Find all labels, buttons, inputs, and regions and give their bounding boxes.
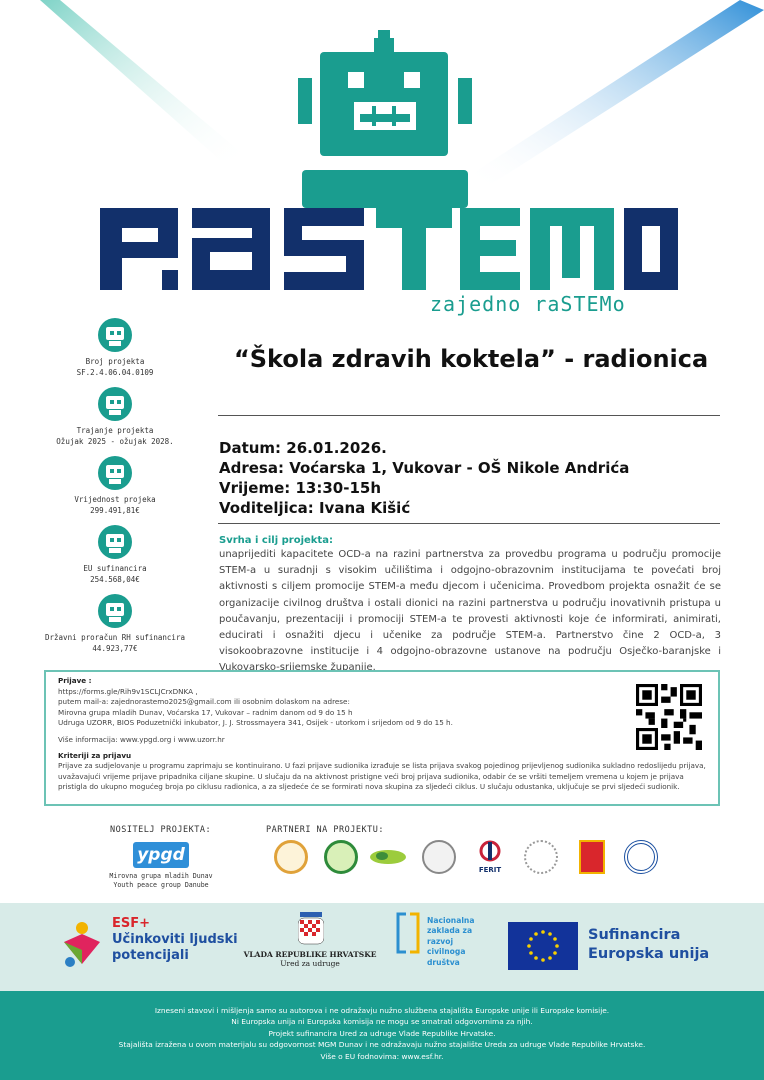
partner-logo-6: [524, 840, 558, 874]
robot-icon: [98, 525, 132, 559]
event-title: “Škola zdravih koktela” - radionica: [234, 345, 709, 373]
vlada-office: Ured za udruge: [280, 959, 340, 968]
partner-logo-7: [579, 840, 605, 874]
divider: [218, 523, 720, 524]
robot-icon: [298, 30, 472, 208]
robot-icon: [98, 387, 132, 421]
rastemo-logo: [100, 208, 678, 290]
sidebar-item-broj: [40, 318, 190, 378]
divider: [218, 415, 720, 416]
sidebar-label: Trajanje projekta: [76, 426, 154, 435]
sidebar-label: Državni proračun RH sufinancira: [45, 633, 185, 642]
nzrcd-line: društva: [427, 957, 460, 967]
event-date: Datum: 26.01.2026.: [219, 439, 387, 457]
eu-flag-icon: [508, 922, 578, 970]
sidebar-value: 44.923,77€: [92, 644, 138, 653]
nositelj-name: Mirovna grupa mladih Dunav: [109, 872, 213, 880]
footer-line: Izneseni stavovi i mišljenja samo su autorova i ne odražavju nužno službena stajališta Europske unije ili Europske komisije.: [154, 1006, 610, 1015]
prijave-line: Mirovna grupa mladih Dunav, Voćarska 17, Vukovar – radnim danom od 9 do 15 h: [58, 707, 353, 717]
eu-text: [588, 926, 709, 964]
partner-logo-3: [368, 844, 408, 870]
more-info: Više informacija: www.ypgd.org i www.uzorr.hr: [58, 734, 225, 744]
sidebar-value: Ožujak 2025 - ožujak 2028.: [56, 437, 174, 446]
svrha-text: unaprijediti kapacitete OCD-a na razini partnerstva za provedbu programa u području promocije STEM-a u suradnji s visokim učilištima i odgojno-obrazovnim institucijama te povećati broj aktivnosti s ciljem promocije STEM-a među djecom i učenicima. Provedbom projekta osnažit će se organizacije civilnog društva i ostali dionici na razini partnerstva u području inovativnih pristupa u poučavanju, prezentaciji i promociji STEM-a te provesti aktivnosti koje će informirati, animirati, educirati i osnažiti djecu i učenike za područje STEM-a. Partnerstvo čine 2 OCD-a, 3 visokoobrazovne institucije i 4 odgojno-obrazovne ustanove na području Osječko-baranjske i Vukovarsko-srijemske županije.: [219, 549, 721, 674]
nositelj-heading: NOSITELJ PROJEKTA:: [110, 825, 212, 835]
ferit-logo: [476, 840, 504, 874]
footer: [0, 991, 764, 1080]
robot-icon: [98, 456, 132, 490]
nzrcd-line: Nacionalna: [427, 916, 475, 925]
prijave-line: putem mail-a: zajednorastemo2025@gmail.com ili osobnim dolaskom na adrese:: [58, 697, 350, 707]
partneri-heading: PARTNERI NA PROJEKTU:: [266, 825, 384, 835]
robot-icon: [98, 594, 132, 628]
footer-line: Projekt sufinancira Ured za udruge Vlade Republike Hrvatske.: [268, 1028, 496, 1038]
sidebar-label: Broj projekta: [85, 357, 145, 366]
sidebar-item-drzavni: [40, 594, 190, 654]
sidebar-item-vrijednost: [40, 456, 190, 516]
nositelj-name-en: Youth peace group Danube: [113, 881, 209, 889]
sidebar-label: EU sufinancira: [83, 564, 147, 573]
esf-logo-icon: [60, 920, 104, 970]
event-address: Adresa: Voćarska 1, Vukovar - OŠ Nikole Andrića: [219, 459, 630, 477]
event-host: Voditeljica: Ivana Kišić: [219, 499, 411, 517]
partner-logo-8: [624, 840, 658, 874]
prijave-line: Udruga UZORR, BIOS Poduzetnički inkubator, J. J. Strossmayera 341, Osijek - utorkom i srijedom od 9 do 15 h.: [58, 718, 453, 728]
eu-line1: Sufinancira: [588, 927, 681, 943]
vlada-text: [240, 950, 380, 968]
esf-text: [112, 916, 238, 964]
esf-title: ESF+: [112, 916, 151, 931]
partner-logo-2: [324, 840, 358, 874]
partner-logo-1: [274, 840, 308, 874]
sidebar-value: 254.568,04€: [90, 575, 140, 584]
esf-line1: Učinkoviti ljudski: [112, 932, 238, 947]
event-time: Vrijeme: 13:30-15h: [219, 479, 382, 497]
nzrcd-line: civilnoga: [427, 947, 466, 957]
ferit-icon: [479, 840, 501, 862]
ferit-label: FERIT: [478, 866, 502, 874]
vlada-title: VLADA REPUBLIKE HRVATSKE: [243, 950, 377, 959]
qr-code-icon[interactable]: [636, 684, 702, 750]
eu-line2: Europska unija: [588, 946, 710, 962]
nzrcd-line: zaklada za: [427, 926, 473, 936]
footer-line: Stajališta izražena u ovom materijalu su odgovornost MGM Dunav i ne odražavaju nužno stajalište Ureda za udruge Vlade Republike Hrvatske.: [118, 1040, 646, 1050]
sidebar-value: 299.491,81€: [90, 506, 140, 515]
kriteriji-text: Prijave za sudjelovanje u programu zaprimaju se kontinuirano. U fazi prijave sudionika izrađuje se lista prijava svakog pojedinog prijevljenog sudionika sukladno redoslijedu prijava, uvažavajući vrijeme prijave pripadnika ciljane skupine. U slučaju da na aktivnost pristigne veći broj prijava sudionika, odabir će se vršiti temeljem vremena u kojem je prijava pristigla do ukupno mogućeg broja po ciklusu radionica, a za sljedeće će se formirati nova skupina za sljedeći ciklus. U slučaju odustanka, uključuje se prvi sljedeći sudionik.: [58, 761, 706, 792]
footer-line: Više o EU fodnovima: www.esf.hr.: [320, 1051, 444, 1061]
nzrcd-text: [427, 916, 474, 968]
sidebar-value: SF.2.4.06.04.0109: [76, 368, 154, 377]
tagline: zajedno raSTEMo: [430, 292, 626, 316]
sidebar-item-eu: [40, 525, 190, 585]
nositelj-names: [96, 872, 226, 890]
ypgd-logo: ypgd: [133, 842, 189, 868]
prijave-heading: Prijave :: [58, 676, 92, 685]
nzrcd-line: razvoj: [427, 936, 454, 946]
partner-logo-4: [422, 840, 456, 874]
footer-line: Ni Europska unija ni Europska komisija ne mogu se smatrati odgovornima za njih.: [231, 1017, 533, 1027]
esf-line2: potencijali: [112, 948, 189, 963]
prijave-link[interactable]: https://forms.gle/Rih9v1SCLJCrxDNKA ,: [58, 686, 198, 696]
event-info: [219, 438, 629, 518]
svrha-heading: Svrha i cilj projekta:: [219, 535, 333, 546]
kriteriji-heading: Kriteriji za prijavu: [58, 750, 132, 760]
robot-icon: [98, 318, 132, 352]
prijave-box: [44, 670, 720, 806]
croatia-coat-of-arms-icon: [298, 912, 324, 946]
sidebar-label: Vrijednost projeka: [74, 495, 156, 504]
nzrcd-logo-icon: [396, 912, 422, 954]
sidebar-item-trajanje: [40, 387, 190, 447]
